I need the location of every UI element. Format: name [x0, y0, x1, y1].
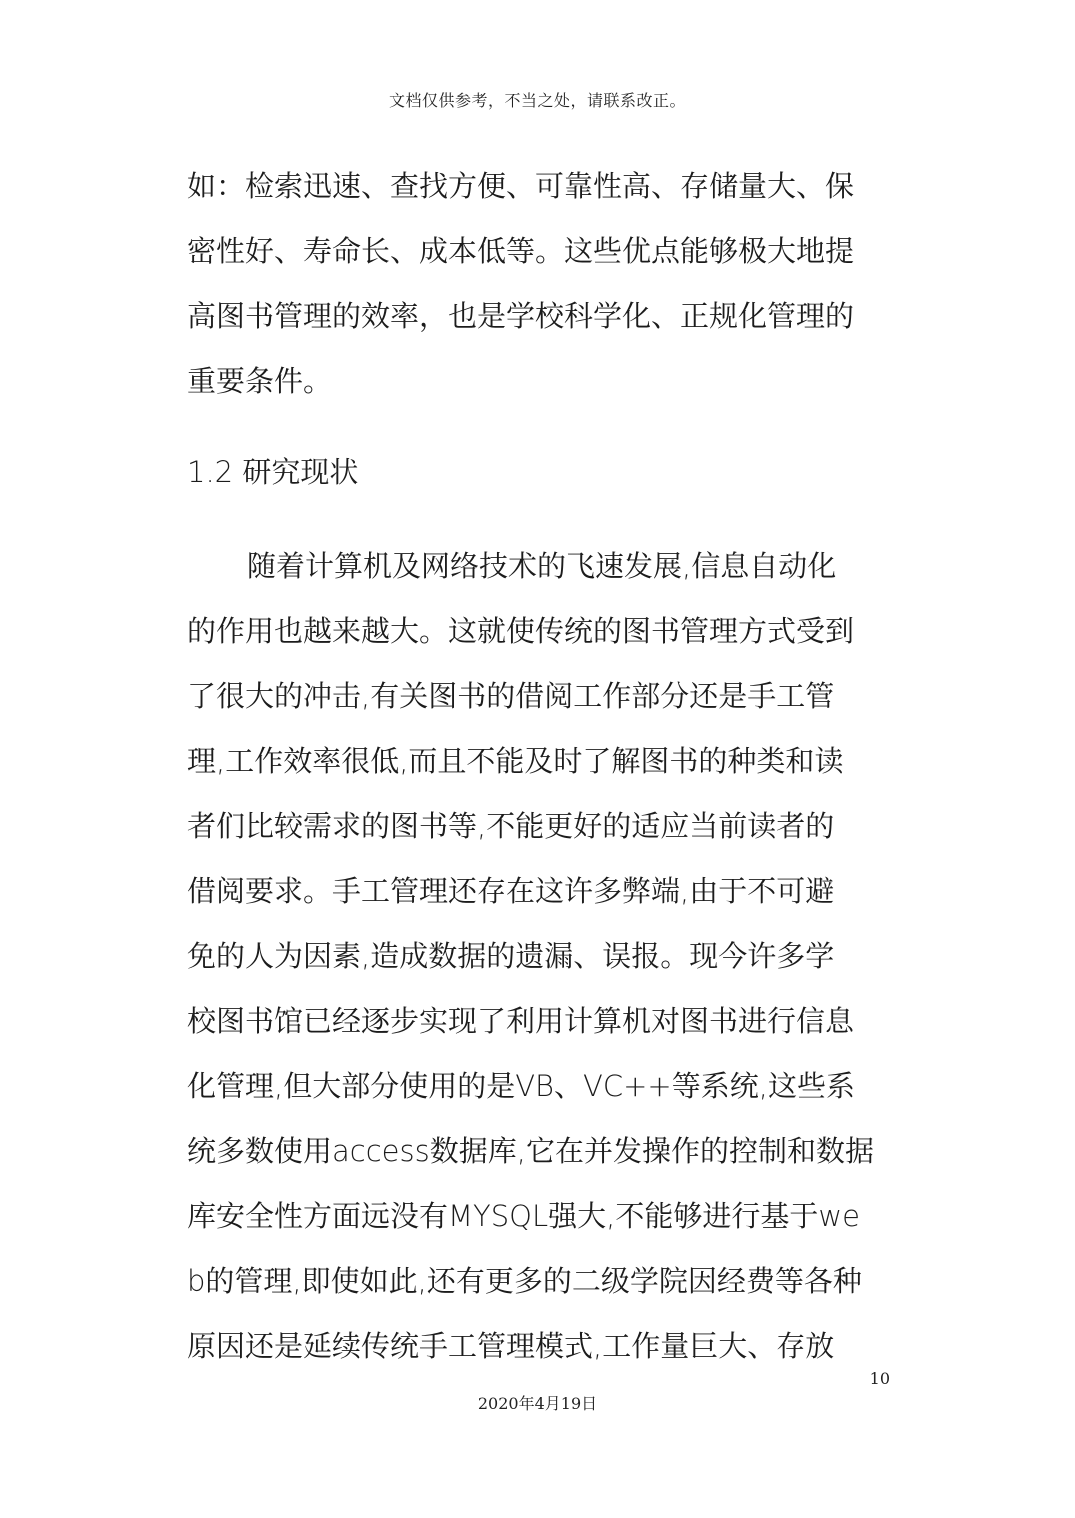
paragraph-line: 借阅要求。手工管理还存在这许多弊端,由于不可避	[187, 874, 835, 908]
paragraph-line: 如：检索迅速、查找方便、可靠性高、存储量大、保	[187, 169, 855, 203]
footer-date: 2020年4月19日	[477, 1394, 598, 1413]
paragraph-line: 密性好、寿命长、成本低等。这些优点能够极大地提	[187, 234, 855, 268]
paragraph-line: 者们比较需求的图书等,不能更好的适应当前读者的	[187, 809, 835, 843]
paragraph-line: 的作用也越来越大。这就使传统的图书管理方式受到	[187, 614, 855, 648]
section-heading: 1.2 研究现状	[187, 455, 359, 489]
paragraph-2	[187, 534, 887, 1379]
header-disclaimer: 文档仅供参考，不当之处，请联系改正。	[388, 91, 686, 110]
paragraph-line: 化管理,但大部分使用的是VB、VC++等系统,这些系	[187, 1069, 855, 1103]
paragraph-line: 重要条件。	[187, 364, 333, 398]
paragraph-line: 统多数使用access数据库,它在并发操作的控制和数据	[187, 1134, 874, 1168]
paragraph-line: 理,工作效率很低,而且不能及时了解图书的种类和读	[187, 744, 844, 778]
paragraph-line: 校图书馆已经逐步实现了利用计算机对图书进行信息	[187, 1004, 855, 1038]
paragraph-line: 随着计算机及网络技术的飞速发展,信息自动化	[247, 549, 837, 583]
paragraph-1	[187, 154, 887, 414]
paragraph-line: 了很大的冲击,有关图书的借阅工作部分还是手工管	[187, 679, 835, 713]
page-number: 10	[869, 1369, 890, 1388]
paragraph-line: 原因还是延续传统手工管理模式,工作量巨大、存放	[187, 1329, 835, 1363]
paragraph-line: b的管理,即使如此,还有更多的二级学院因经费等各种	[187, 1264, 862, 1298]
paragraph-line: 高图书管理的效率，也是学校科学化、正规化管理的	[187, 299, 855, 333]
paragraph-line: 库安全性方面远没有MYSQL强大,不能够进行基于we	[187, 1199, 860, 1233]
paragraph-line: 免的人为因素,造成数据的遗漏、误报。现今许多学	[187, 939, 835, 973]
